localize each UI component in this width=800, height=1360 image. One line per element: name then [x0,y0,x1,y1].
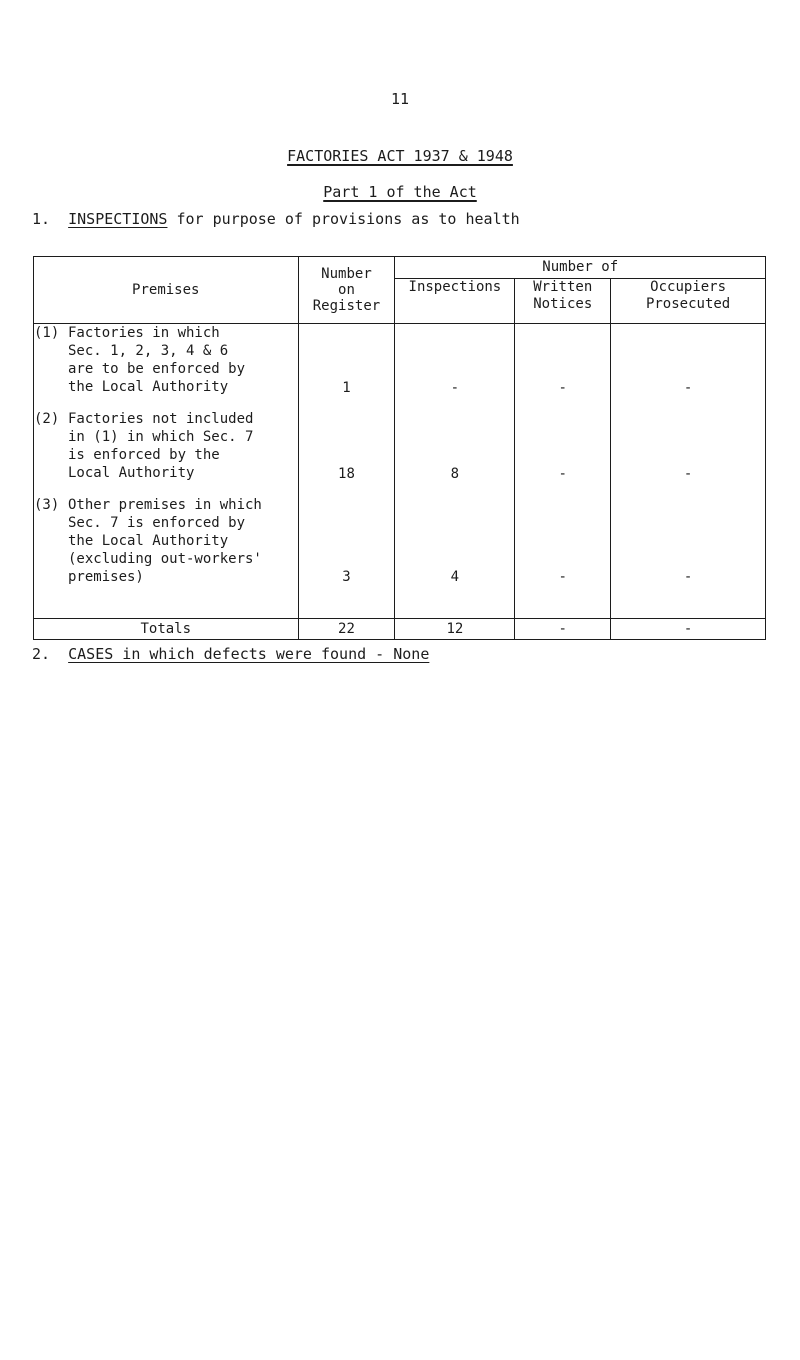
header-number-on-register [298,257,395,324]
occupiers-value-2: - [683,466,693,482]
header-inspections: Inspections [395,278,515,323]
page-subtitle-text: Part 1 of the Act [323,183,477,201]
premises-item-1-line: the Local Authority [68,379,229,395]
header-register-line3: Register [312,298,381,314]
premises-item-1-text [68,324,245,396]
register-value-3: 3 [342,569,351,585]
inspections-value-1: - [450,380,460,396]
premises-item-3-number: (3) [34,497,60,513]
section-1-heading [32,210,520,228]
premises-item-2-line: Local Authority [68,465,195,481]
header-occupiers-line1: Occupiers [650,278,727,295]
written-value-3: - [558,569,567,585]
section-2-line [32,645,429,663]
totals-register: 22 [298,619,395,640]
register-value-2: 18 [338,466,355,482]
premises-item-3-line: Sec. 7 is enforced by [68,515,246,531]
premises-item-1-line: Factories in which [68,325,220,341]
section-2-text: CASES in which defects were found - None [68,645,430,663]
section-1-heading-rest: for purpose of provisions as to health [167,210,520,228]
premises-item-1 [34,324,298,396]
premises-item-2-line: in (1) in which Sec. 7 [68,429,254,445]
occupiers-prosecuted-column [611,324,766,619]
inspections-value-3: 4 [450,569,460,585]
premises-item-3-text [68,496,262,586]
inspections-value-2: 8 [450,466,460,482]
premises-item-2-line: Factories not included [68,411,254,427]
written-notices-column [515,324,611,619]
premises-item-3-line: Other premises in which [68,497,262,513]
written-value-1: - [558,380,567,396]
page-subtitle [0,183,800,201]
occupiers-value-1: - [683,380,693,396]
header-premises: Premises [34,257,299,324]
premises-item-3-line: the Local Authority [68,533,229,549]
premises-item-3-line: premises) [68,569,144,585]
header-written-notices [515,278,611,323]
premises-item-2-line: is enforced by the [68,447,220,463]
premises-cell [34,324,299,619]
section-2-number: 2. [32,645,51,663]
premises-item-1-line: Sec. 1, 2, 3, 4 & 6 [68,343,229,359]
premises-item-2-text [68,410,253,482]
table-body-row [34,324,766,619]
occupiers-value-3: - [683,569,693,585]
premises-item-1-line: are to be enforced by [68,361,246,377]
premises-item-3 [34,496,298,586]
premises-item-2-number: (2) [34,411,60,427]
inspections-column [395,324,515,619]
table-header-row [34,257,766,279]
header-written-line2: Notices [533,295,593,312]
premises-item-2 [34,410,298,482]
totals-occupiers: - [611,619,766,640]
totals-label: Totals [34,619,299,640]
written-value-2: - [558,466,567,482]
page-title [0,147,800,165]
premises-item-1-number: (1) [34,325,60,341]
header-register-line1: Number [321,266,372,282]
header-written-line1: Written [533,278,593,295]
register-column [298,324,395,619]
totals-written: - [515,619,611,640]
register-value-1: 1 [342,380,351,396]
page-title-text: FACTORIES ACT 1937 & 1948 [287,147,513,165]
premises-item-3-line: (excluding out-workers' [68,551,262,567]
section-1-number: 1. [32,210,51,228]
header-number-of: Number of [395,257,766,279]
totals-row [34,619,766,640]
totals-inspections: 12 [395,619,515,640]
page-number: 11 [390,90,410,108]
header-occupiers-prosecuted [611,278,766,323]
header-occupiers-line2: Prosecuted [645,295,731,312]
inspections-table [33,256,766,640]
section-1-heading-underlined: INSPECTIONS [68,210,168,228]
header-register-line2: on [338,282,355,298]
